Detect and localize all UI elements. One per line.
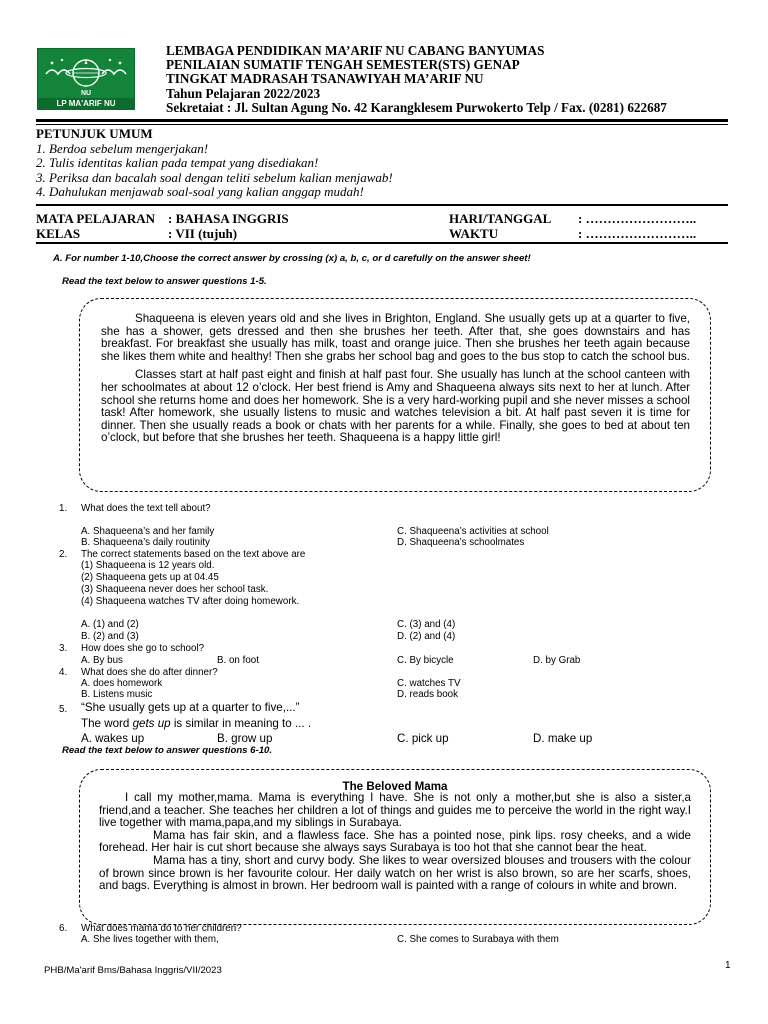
question-3-text: How does she go to school? [81, 643, 205, 654]
question-2-number: 2. [59, 549, 68, 560]
time-label: WAKTU [449, 226, 499, 241]
section-a-instruction: A. For number 1-10,Choose the correct answer by crossing (x) a, b, c, or d carefully on the answer sheet! [53, 253, 531, 264]
q3-option-a: A. By bus [81, 655, 123, 666]
subject-divider-top [36, 204, 728, 206]
q5-option-b: B. grow up [217, 732, 273, 745]
passage-2-title: The Beloved Mama [342, 780, 448, 793]
q6-option-c: C. She comes to Surabaya with them [397, 934, 559, 945]
q6-option-a: A. She lives together with them, [81, 934, 219, 945]
q1-option-a: A. Shaqueena’s and her family [81, 526, 215, 537]
logo-caption: LP MA'ARIF NU [38, 98, 134, 109]
q2-option-d: D. (2) and (4) [397, 631, 456, 642]
instruction-item: 4. Dahulukan menjawab soal-soal yang kalian anggap mudah! [36, 184, 364, 199]
question-4-number: 4. [59, 667, 68, 678]
q5-option-a: A. wakes up [81, 732, 145, 745]
q2-option-a: A. (1) and (2) [81, 619, 139, 630]
question-5-number: 5. [59, 704, 68, 715]
passage-2 [99, 792, 691, 893]
q3-option-c: C. By bicycle [397, 655, 454, 666]
question-1-number: 1. [59, 503, 68, 514]
header-divider-thick [36, 119, 728, 122]
footer-code: PHB/Ma'arif Bms/Bahasa Inggris/VII/2023 [44, 965, 222, 976]
header-line-2: PENILAIAN SUMATIF TENGAH SEMESTER(STS) GENAP [166, 57, 520, 73]
subject-divider-bottom [36, 242, 728, 244]
page-number: 1 [725, 960, 731, 971]
passage-2-paragraph-2: Mama has fair skin, and a flawless face. She has a pointed nose, pink lips. rosy cheeks, and a wide forehead. Her hair is cut short because she always says Surabaya is too hot that she cannot bear the heat. [99, 828, 691, 855]
question-6-number: 6. [59, 923, 68, 934]
q2-option-c: C. (3) and (4) [397, 619, 456, 630]
q5-text-emphasis: gets up [132, 717, 171, 730]
general-instructions [36, 127, 726, 200]
institution-header [166, 44, 736, 115]
passage-2-paragraph-3: Mama has a tiny, short and curvy body. She likes to wear oversized blouses and trousers with the colour of brown since brown is her favourite colour. Her daily watch on her wrist is also brown, so are her scarfs, shoes, and bags. Everything is almost in brown. Her bedroom wall is painted with a range of colours in white and brown. [99, 853, 691, 893]
question-5-text [81, 717, 311, 730]
q2-statement-2: (2) Shaqueena gets up at 04.45 [81, 572, 219, 583]
instruction-item: 1. Berdoa sebelum mengerjakan! [36, 140, 209, 156]
q2-statement-4: (4) Shaqueena watches TV after doing homework. [81, 596, 300, 607]
q4-option-d: D. reads book [397, 689, 458, 700]
header-line-1: LEMBAGA PENDIDIKAN MA’ARIF NU CABANG BANYUMAS [166, 43, 545, 58]
q1-option-b: B. Shaqueena’s daily routinity [81, 537, 210, 548]
instruction-item: 3. Periksa dan bacalah soal dengan teliti sebelum kalian menjawab! [36, 169, 393, 185]
q4-option-c: C. watches TV [397, 678, 461, 689]
q2-statement-3: (3) Shaqueena never does her school task. [81, 584, 269, 595]
question-6-text: What does mama do to her children? [81, 923, 242, 934]
lp-maarif-nu-logo [37, 48, 135, 110]
passage-2-paragraph-1: I call my mother,mama. Mama is everything I have. She is not only a mother,but she is also a sister,a friend,and a teacher. She teaches her children a lot of things and guides me to perceive the world in the right way.I live together with mama,papa,and my siblings in Surabaya. [99, 791, 691, 830]
header-divider-thin [36, 124, 728, 125]
header-line-4: Tahun Pelajaran 2022/2023 [166, 85, 321, 101]
passage-1 [101, 313, 690, 445]
read-note-6-10: Read the text below to answer questions 6-10. [62, 745, 273, 756]
instruction-item: 2. Tulis identitas kalian pada tempat yang disediakan! [36, 155, 319, 170]
read-note-1-5: Read the text below to answer questions 1-5. [62, 276, 267, 287]
class-label: KELAS [36, 226, 81, 241]
class-value: : VII (tujuh) [168, 226, 238, 241]
q5-text-pre: The word [81, 717, 133, 730]
q5-text-post: is similar in meaning to ... . [170, 717, 312, 730]
instructions-title: PETUNJUK UMUM [36, 126, 153, 141]
header-line-5: Sekretaiat : Jl. Sultan Agung No. 42 Karangklesem Purwokerto Telp / Fax. (0281) 622687 [166, 99, 667, 115]
question-5-quote: “She usually gets up at a quarter to five,...” [81, 701, 300, 714]
question-1-text: What does the text tell about? [81, 503, 211, 514]
date-label: HARI/TANGGAL [449, 211, 552, 226]
q4-option-a: A. does homework [81, 678, 163, 689]
q3-option-d: D. by Grab [533, 655, 581, 666]
question-3-number: 3. [59, 643, 68, 654]
q5-option-d: D. make up [533, 732, 593, 745]
q5-option-c: C. pick up [397, 732, 449, 745]
subject-label: MATA PELAJARAN [36, 211, 156, 226]
instructions-list [36, 142, 726, 200]
question-4-text: What does she do after dinner? [81, 667, 218, 678]
question-2-text: The correct statements based on the text above are [81, 549, 306, 560]
logo-emblem-letters: NU [80, 90, 92, 97]
passage-1-paragraph-2: Classes start at half past eight and finish at half past four. She usually has lunch at the school canteen with her schoolmates at about 12 o’clock. Her best friend is Amy and Shaqueena always sits next to her at lunch. After school she returns home and does her homework. She is a very hard-working pupil and she never misses a school task! After homework, she usually listens to music and watches television a bit. At half past seven it is time for dinner. Then she usually reads a book or chats with her parents for a while. Finally, she goes to bed at about ten o’clock, but before that she brushes her teeth. Shaqueena is a happy little girl! [101, 368, 690, 445]
header-line-3: TINGKAT MADRASAH TSANAWIYAH MA’ARIF NU [166, 71, 484, 87]
date-value: : …………………….. [578, 211, 697, 226]
q4-option-b: B. Listens music [81, 689, 153, 700]
q2-statement-1: (1) Shaqueena is 12 years old. [81, 560, 215, 571]
time-value: : …………………….. [578, 226, 697, 241]
q3-option-b: B. on foot [217, 655, 259, 666]
passage-1-paragraph-1: Shaqueena is eleven years old and she lives in Brighton, England. She usually gets up at a quarter to five, she has a shower, gets dressed and then she brushes her teeth. After that, she goes downstairs and has breakfast. For breakfast she usually has milk, toast and orange juice. Then she brushes her teeth again because she likes them white and healthy! Then she grabs her school bag and goes to the bus stop to catch the school bus. [101, 312, 690, 363]
q2-option-b: B. (2) and (3) [81, 631, 139, 642]
q1-option-d: D. Shaqueena’s schoolmates [397, 537, 525, 548]
subject-value: : BAHASA INGGRIS [168, 211, 289, 226]
q1-option-c: C. Shaqueena’s activities at school [397, 526, 549, 537]
